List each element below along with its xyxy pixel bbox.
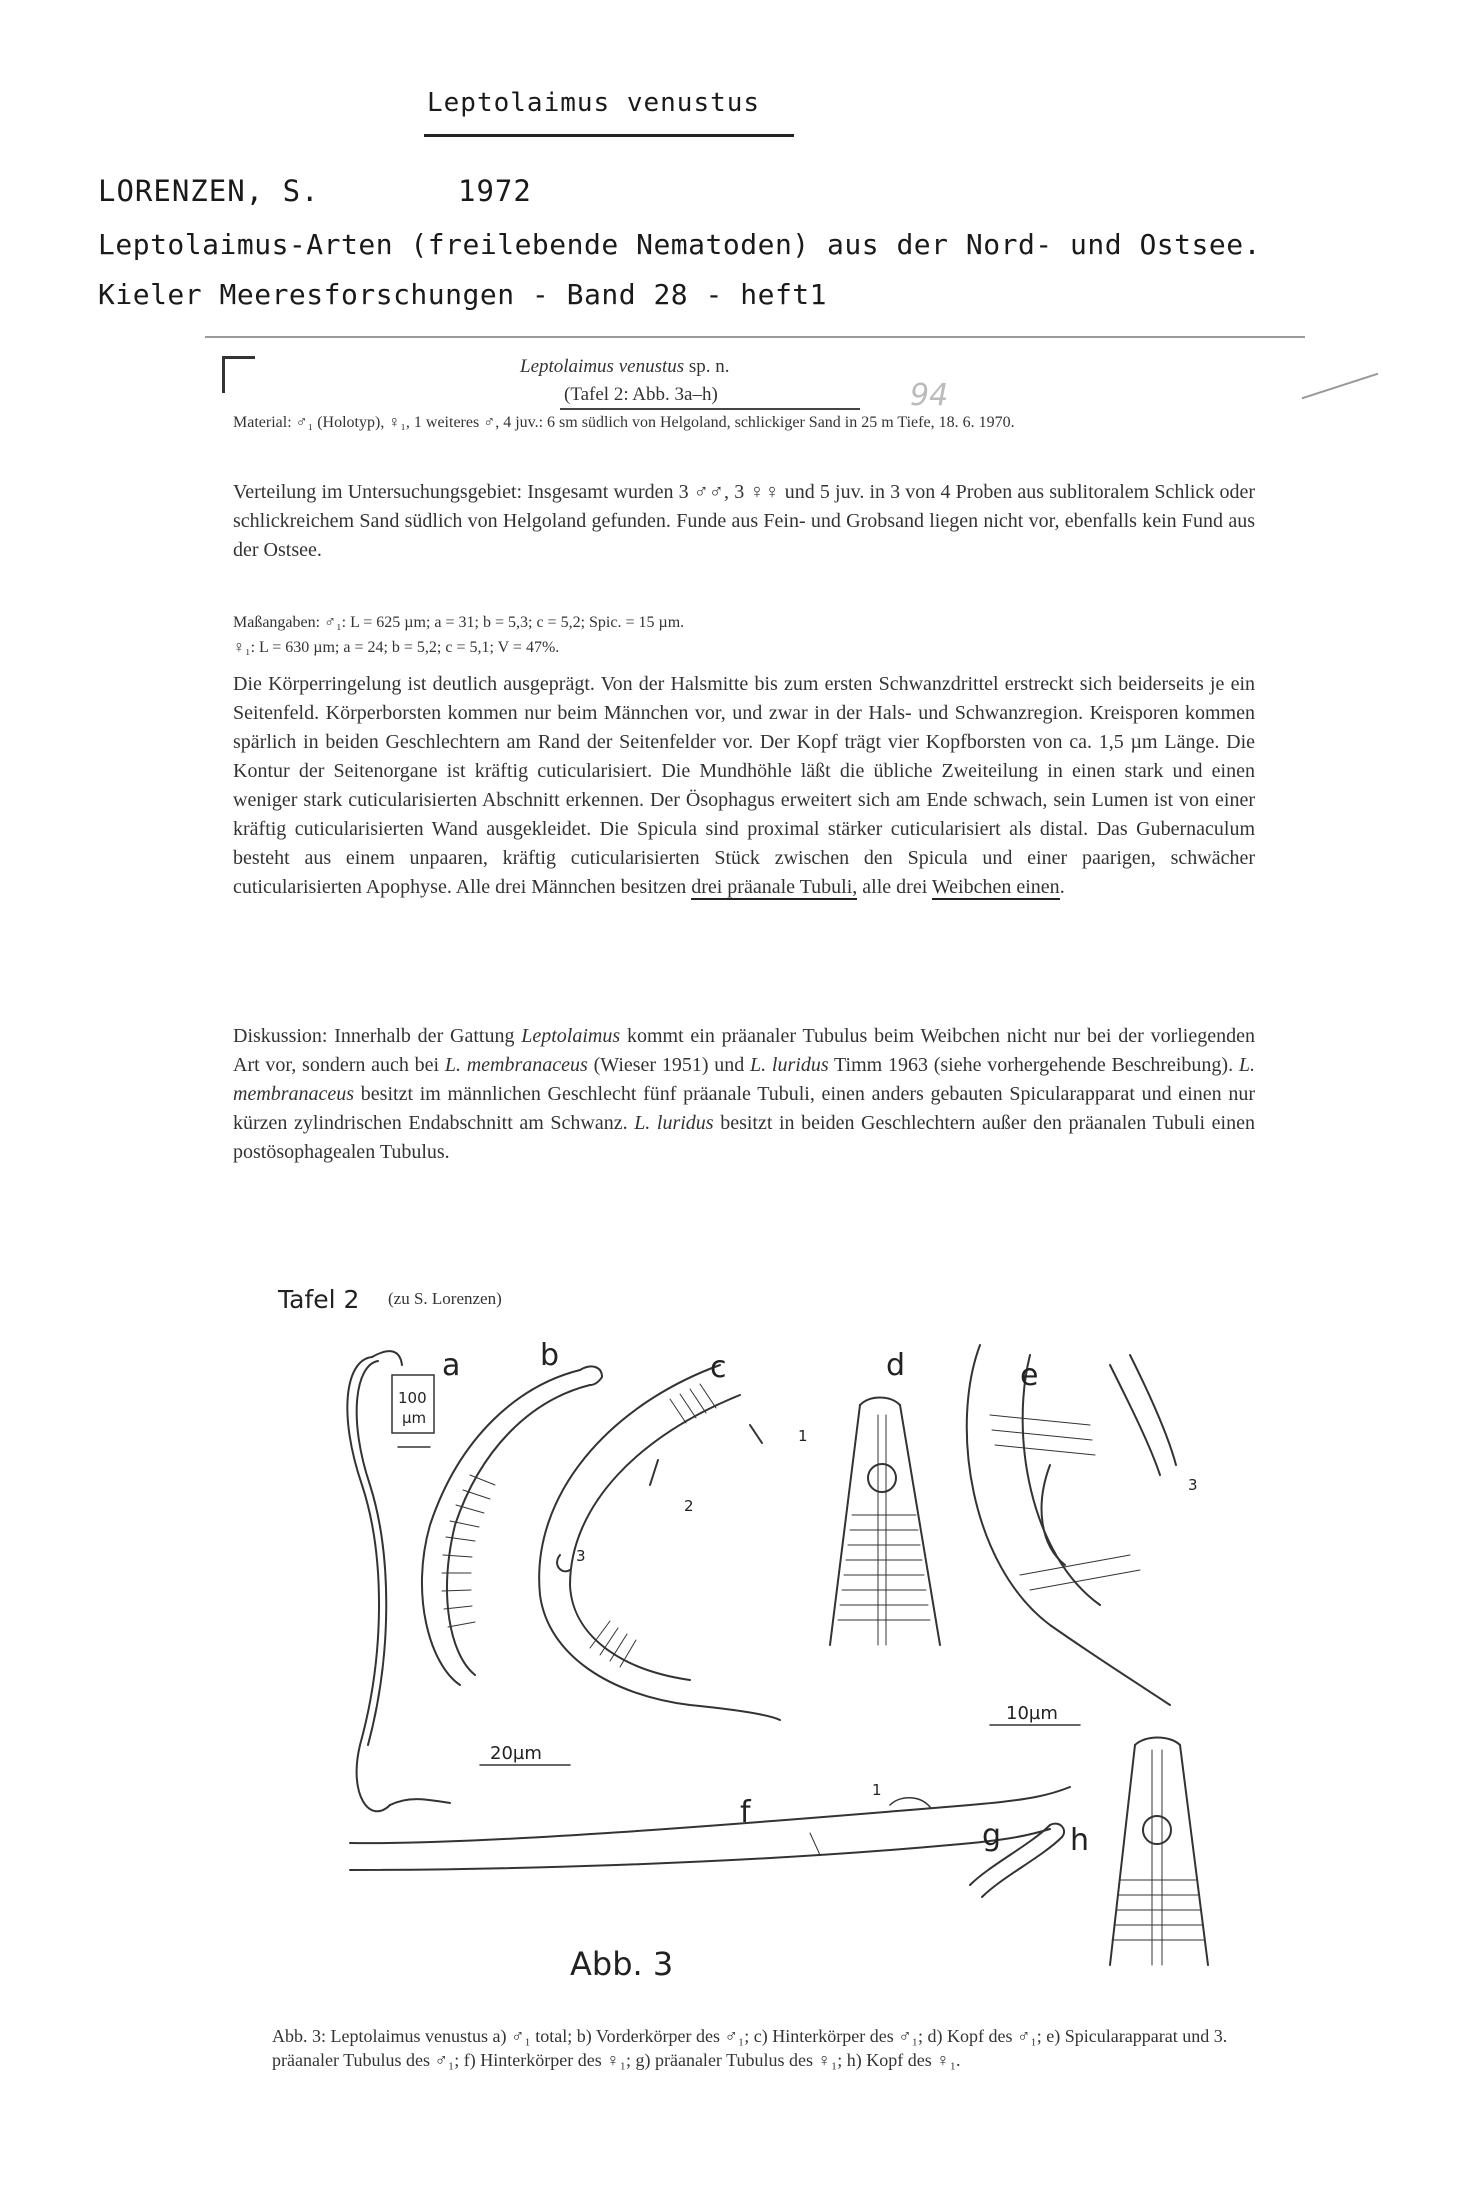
diskussion-text-5: besitzt im männlichen Geschlecht fünf präanale Tubuli, einen anders gebauten Spicularapparat und einen nur kürzen zylindrischen Endabschnitt am Schwanz.: [233, 1083, 1255, 1134]
diskussion-text-4: Timm 1963 (siehe vorhergehende Beschreibung).: [828, 1054, 1239, 1076]
reference-author: LORENZEN, S.: [98, 174, 320, 208]
genus-name: Leptolaimus: [521, 1025, 621, 1047]
figure-a-total-worm: [347, 1351, 450, 1811]
title-underline: [424, 134, 794, 137]
description-text-3: .: [1059, 876, 1065, 898]
tubulus-number-2: 2: [684, 1497, 694, 1515]
abb-label: Abb. 3: [570, 1945, 674, 1983]
figure-e-spicular-apparatus: [967, 1345, 1176, 1705]
scale-label-20: 20µm: [490, 1743, 542, 1764]
underlined-tubuli: drei präanale Tubuli,: [691, 876, 858, 898]
panel-label-f: f: [740, 1795, 751, 1830]
verteilung-paragraph: Verteilung im Untersuchungsgebiet: Insgesamt wurden 3 ♂♂, 3 ♀♀ und 5 juv. in 3 von 4 Proben aus sublitoralem Schlick oder schlickreichem Sand südlich von Helgoland gefunden. Funde aus Fein- und Grobsand liegen nicht vor, ebenfalls kein Fund aus der Ostsee.: [233, 481, 1255, 561]
clipping-top-rule: [205, 336, 1305, 338]
margin-stroke: [1302, 373, 1379, 400]
panel-label-g: g: [982, 1818, 1002, 1853]
tafel-subtitle: (zu S. Lorenzen): [388, 1289, 502, 1308]
bracket-mark: [222, 356, 255, 393]
scale-label-10: 10µm: [1006, 1703, 1058, 1724]
tubulus-number-3: 3: [576, 1547, 586, 1565]
nematode-plate: [330, 1325, 1250, 2015]
figure-h-female-head: [1110, 1738, 1208, 1966]
panel-label-a: a: [442, 1348, 461, 1383]
diskussion-text-2: kommt ein präanaler Tubulus beim Weibchen nicht nur bei der vorliegenden Art vor, sondern auch bei: [233, 1025, 1255, 1076]
page-number: 94: [910, 378, 949, 413]
species-luridus: L. luridus: [750, 1054, 829, 1076]
species-luridus-2: L. luridus: [634, 1112, 714, 1134]
c-annulation: [590, 1384, 716, 1667]
diskussion-label: Diskussion:: [233, 1025, 328, 1047]
tubulus-number-e: 3: [1188, 1476, 1198, 1494]
figure-c-posterior-body: [539, 1365, 780, 1720]
figure-caption: Abb. 3: Leptolaimus venustus a) ♂₁ total; b) Vorderkörper des ♂₁; c) Hinterkörper des ♂₁; d) Kopf des ♂₁; e) Spicularapparat und 3. präanaler Tubulus des ♂₁; f) Hinterkörper des ♀₁; g) präanaler Tubulus des ♀₁; h) Kopf des ♀₁.: [272, 2026, 1228, 2070]
description-text-2: alle drei: [857, 876, 932, 898]
description-text: Die Körperringelung ist deutlich ausgeprägt. Von der Halsmitte bis zum ersten Schwanzdrittel erstreckt sich beiderseits je ein Seitenfeld. Körperborsten kommen nur beim Männchen vor, und zwar in der Hals- und Schwanzregion. Kreisporen kommen spärlich in beiden Geschlechtern am Rand der Seitenfelder vor. Der Kopf trägt vier Kopfborsten von ca. 1,5 µm Länge. Die Kontur der Seitenorgane ist kräftig cuticularisiert. Die Mundhöhle läßt die übliche Zweiteilung in einen stark und einen weniger stark cuticularisierten Abschnitt erkennen. Der Ösophagus erweitert sich am Ende schwach, sein Lumen ist von einer kräftig cuticularisierten Wand ausgekleidet. Die Spicula sind proximal stärker cuticularisiert als distal. Das Gubernaculum besteht aus einem unpaaren, kräftig cuticularisierten Stück zwischen den Spicula und einer paarigen, schwächer cuticularisierten Apophyse. Alle drei Männchen besitzen: [233, 673, 1255, 898]
scale-label-100: 100: [398, 1389, 427, 1407]
tafel-reference: (Tafel 2: Abb. 3a–h): [564, 384, 718, 405]
species-suffix: sp. n.: [684, 356, 730, 377]
panel-label-e: e: [1020, 1358, 1039, 1393]
species-heading: [520, 356, 730, 378]
massangaben-block: [233, 610, 1255, 660]
species-name: Leptolaimus venustus: [520, 356, 685, 377]
diskussion-text-3: (Wieser 1951) und: [587, 1054, 751, 1076]
panel-label-b: b: [540, 1338, 560, 1373]
figure-b-anterior-body: [422, 1366, 602, 1685]
figure-f-female-posterior: [350, 1787, 1070, 1870]
tubulus-number-1: 1: [798, 1427, 808, 1445]
description-paragraph: [233, 670, 1255, 902]
reference-journal: Kieler Meeresforschungen - Band 28 - heft1: [98, 278, 828, 311]
figure-d-male-head: [830, 1398, 940, 1646]
masse-female: ♀₁: L = 630 µm; a = 24; b = 5,2; c = 5,1; V = 47%.: [233, 639, 560, 656]
tubulus-number-f: 1: [872, 1781, 882, 1799]
species-membranaceus: L. membranaceus: [444, 1054, 588, 1076]
material-paragraph: Material: ♂₁ (Holotyp), ♀₁, 1 weiteres ♂, 4 juv.: 6 sm südlich von Helgoland, schlickiger Sand in 25 m Tiefe, 18. 6. 1970.: [233, 414, 1015, 431]
species-membranaceus-2: L. membranaceus: [233, 1054, 1255, 1105]
diskussion-paragraph: [233, 1022, 1255, 1167]
diskussion-text: Innerhalb der Gattung: [327, 1025, 522, 1047]
underlined-weibchen: Weibchen einen: [931, 876, 1060, 898]
card-title: Leptolaimus venustus: [427, 88, 761, 118]
reference-title: Leptolaimus-Arten (freilebende Nematoden) aus der Nord- und Ostsee.: [98, 228, 1261, 261]
reference-year: 1972: [458, 174, 532, 208]
masse-male: Maßangaben: ♂₁: L = 625 µm; a = 31; b = 5,3; c = 5,2; Spic. = 15 µm.: [233, 614, 685, 631]
diskussion-text-6: besitzt in beiden Geschlechtern außer den präanalen Tubuli einen postösophagealen Tubulus.: [233, 1112, 1255, 1163]
tafel-label: Tafel 2: [278, 1285, 360, 1314]
panel-label-d: d: [886, 1348, 906, 1383]
panel-label-h: h: [1070, 1823, 1090, 1858]
scale-label-unit: µm: [402, 1409, 427, 1427]
panel-label-c: c: [710, 1350, 727, 1385]
